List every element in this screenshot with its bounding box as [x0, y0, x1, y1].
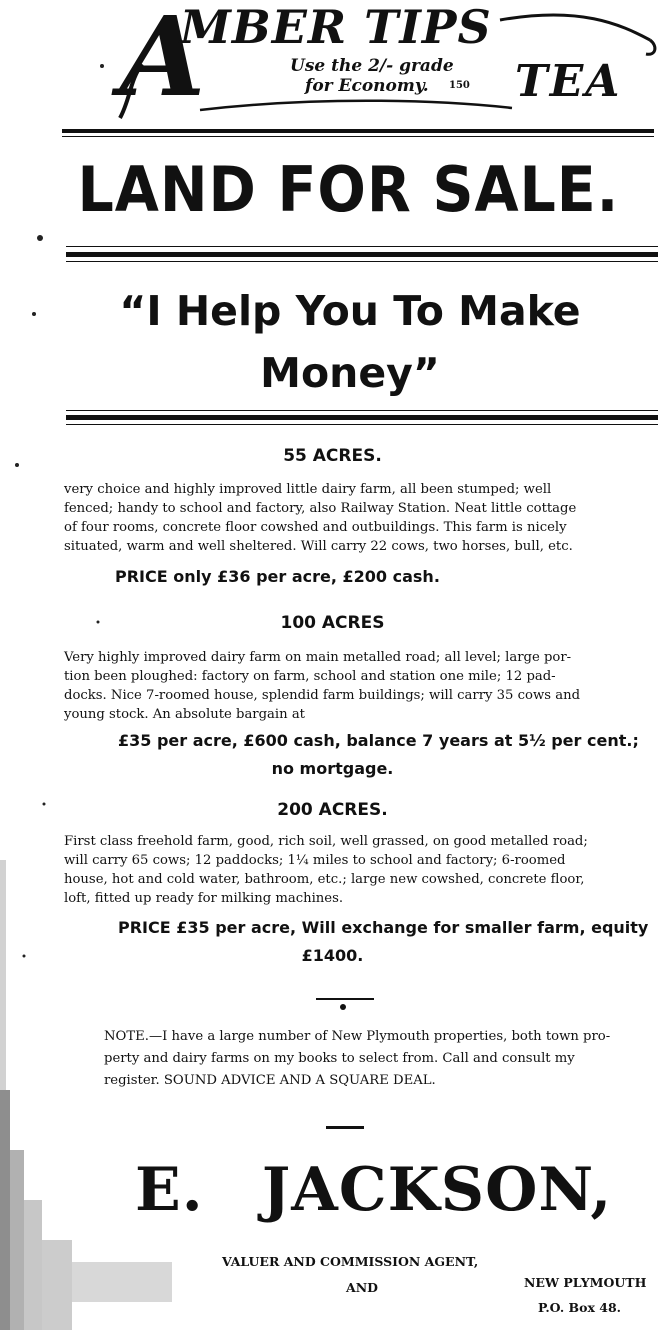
amber-tips-tea-banner	[60, 0, 660, 132]
banner-number: 150	[449, 80, 470, 91]
slogan-rule-thin	[66, 410, 658, 411]
listing-3-line: First class freehold farm, good, rich soil, well grassed, on good metalled road;	[64, 834, 588, 849]
slogan-line-2: Money”	[260, 349, 440, 397]
listing-2-line: Very highly improved dairy farm on main metalled road; all level; large por-	[64, 650, 572, 665]
slogan-rule-thin-2	[66, 424, 658, 425]
note-line: perty and dairy farms on my books to select from. Call and consult my	[104, 1051, 575, 1066]
listing-3-heading: 200 ACRES.	[277, 800, 388, 820]
listing-2-description	[64, 648, 658, 724]
listing-1-line: situated, warm and well sheltered. Will carry 22 cows, two horses, bull, etc.	[64, 539, 573, 554]
banner-title: MBER TIPS	[180, 0, 492, 54]
headline: LAND FOR SALE.	[77, 153, 620, 226]
slogan	[40, 280, 660, 404]
slogan-line-1: “I Help You To Make	[119, 287, 581, 335]
listing-3-description	[64, 832, 658, 908]
advertiser-name	[135, 1155, 655, 1225]
listing-1-price: PRICE only £36 per acre, £200 cash.	[115, 567, 440, 586]
separator-dot	[340, 1004, 346, 1010]
advertiser-town: NEW PLYMOUTH	[524, 1275, 647, 1290]
listing-1-line: very choice and highly improved little dairy farm, all been stumped; well	[64, 482, 552, 497]
listing-2-line: tion been ploughed: factory on farm, school and station one mile; 12 pad-	[64, 669, 556, 684]
note-line: register. SOUND ADVICE AND A SQUARE DEAL.	[104, 1073, 436, 1088]
advertiser-surname: JACKSON,	[261, 1155, 613, 1225]
banner-initial: A	[120, 0, 206, 121]
advertiser-box: P.O. Box 48.	[538, 1300, 621, 1315]
banner-tagline-2: for Economy.	[305, 76, 429, 96]
banner-flourish	[60, 0, 660, 132]
listing-3-line: will carry 65 cows; 12 paddocks; 1¼ miles to school and factory; 6-roomed	[64, 853, 566, 868]
listing-2-price-note: no mortgage.	[271, 759, 394, 778]
listing-1-heading: 55 ACRES.	[283, 446, 382, 466]
advertiser-and: AND	[346, 1280, 378, 1295]
listing-3-line: loft, fitted up ready for milking machines.	[64, 891, 344, 906]
note	[104, 1026, 660, 1092]
headline-rule-thick	[66, 252, 658, 257]
listing-3-price-note: £1400.	[301, 946, 364, 965]
advertiser-occupation: VALUER AND COMMISSION AGENT,	[222, 1254, 479, 1269]
listing-1-description	[64, 480, 658, 556]
headline-rule-thin	[66, 246, 658, 247]
banner-tagline-1: Use the 2/- grade	[290, 56, 454, 76]
note-rule	[326, 1126, 364, 1129]
separator-rule	[316, 998, 374, 1000]
slogan-rule-thick	[66, 415, 658, 420]
banner-tea: TEA	[515, 56, 622, 107]
banner-rule-thin	[62, 136, 654, 137]
listing-2-line: young stock. An absolute bargain at	[64, 707, 305, 722]
listing-2-heading: 100 ACRES	[280, 613, 385, 633]
listing-3-line: house, hot and cold water, bathroom, etc.; large new cowshed, concrete floor,	[64, 872, 585, 887]
listing-1-line: of four rooms, concrete floor cowshed and outbuildings. This farm is nicely	[64, 520, 567, 535]
banner-rule	[62, 129, 654, 133]
listing-3-price: PRICE £35 per acre, Will exchange for smaller farm, equity	[118, 918, 649, 937]
listing-2-price: £35 per acre, £600 cash, balance 7 years at 5½ per cent.;	[118, 731, 639, 750]
advertiser-initial: E.	[135, 1155, 204, 1225]
listing-2-line: docks. Nice 7-roomed house, splendid farm buildings; will carry 35 cows and	[64, 688, 581, 703]
headline-rule-thin-2	[66, 261, 658, 262]
listing-1-line: fenced; handy to school and factory, also Railway Station. Neat little cottage	[64, 501, 577, 516]
note-line: NOTE.—I have a large number of New Plymouth properties, both town pro-	[104, 1029, 611, 1044]
